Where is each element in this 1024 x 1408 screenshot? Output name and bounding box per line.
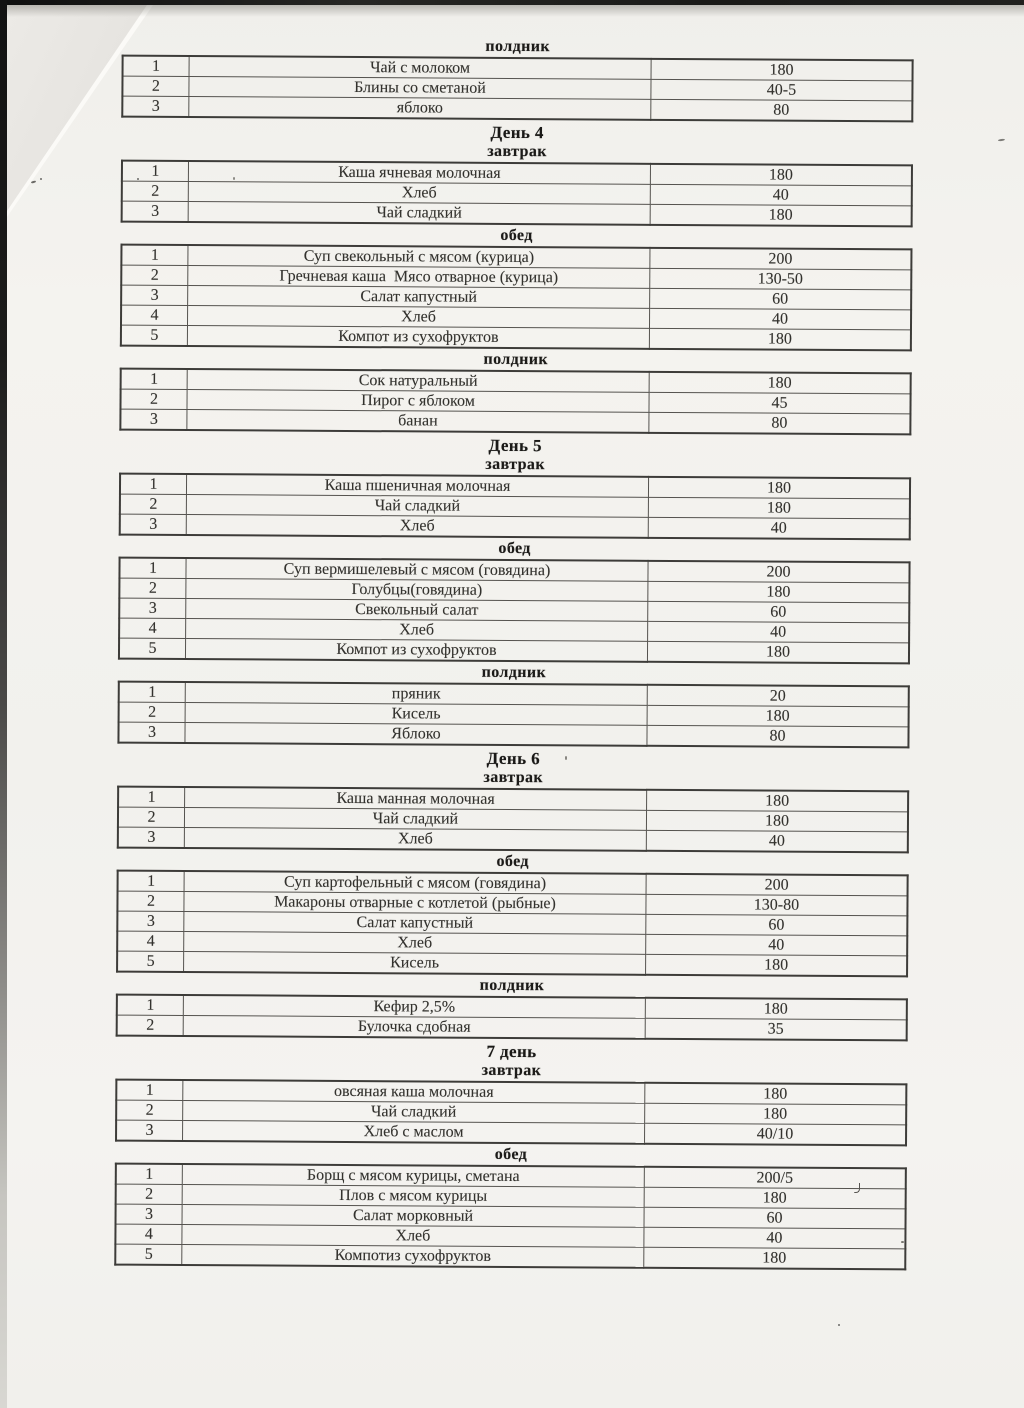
cell-dish: Хлеб с маслом <box>183 1120 645 1143</box>
cell-num: 1 <box>121 369 188 390</box>
cell-dish: Хлеб <box>184 931 646 954</box>
cell-dish: Каша пшеничная молочная <box>186 474 648 497</box>
meal-heading: завтрак <box>481 1061 542 1080</box>
cell-num: 2 <box>119 578 186 598</box>
cell-dish: Чай с молоком <box>189 56 651 79</box>
cell-portion: 40/10 <box>645 1123 907 1145</box>
meal-heading: обед <box>496 852 529 871</box>
cell-dish: Свекольный салат <box>186 598 648 621</box>
menu-row <box>117 1015 907 1040</box>
cell-num: 1 <box>118 871 185 892</box>
cell-dish: Каша ячневая молочная <box>188 161 650 184</box>
cell-dish: Салат капустный <box>188 286 650 309</box>
scan-speckle <box>838 1324 840 1326</box>
cell-num: 1 <box>119 558 186 579</box>
cell-num: 4 <box>119 618 186 638</box>
cell-dish: Сок натуральный <box>187 369 649 392</box>
scan-speckle <box>40 178 42 180</box>
cell-portion: 180 <box>649 372 911 394</box>
cell-dish: Каша манная молочная <box>185 787 647 810</box>
scan-top-edge-shadow <box>0 5 1024 17</box>
cell-portion: 180 <box>648 581 910 603</box>
cell-num: 3 <box>122 201 189 222</box>
cell-num: 1 <box>118 787 185 808</box>
menu-table <box>120 244 913 352</box>
cell-num: 1 <box>116 1080 183 1101</box>
cell-portion: 60 <box>644 1207 906 1229</box>
cell-dish: Хлеб <box>188 182 650 205</box>
menu-row <box>122 96 912 121</box>
cell-dish: Блины со сметаной <box>189 77 651 100</box>
cell-portion: 60 <box>648 601 910 623</box>
cell-dish: Компот из сухофруктов <box>187 325 649 348</box>
scan-speckle <box>233 177 235 180</box>
cell-dish: пряник <box>185 682 647 705</box>
cell-num: 2 <box>121 265 188 285</box>
cell-num: 5 <box>115 1244 182 1265</box>
menu-row <box>122 201 912 226</box>
cell-portion: 130-80 <box>646 894 908 916</box>
cell-portion: 180 <box>645 1083 907 1105</box>
scan-speckle <box>998 139 1005 142</box>
cell-portion: 40 <box>646 830 908 852</box>
cell-num: 2 <box>120 389 187 409</box>
cell-portion: 180 <box>646 954 908 976</box>
menu-row <box>120 514 910 539</box>
cell-num: 2 <box>122 181 189 201</box>
cell-num: 3 <box>116 1120 183 1141</box>
meal-heading: обед <box>494 1145 528 1164</box>
cell-portion: 200 <box>648 561 910 583</box>
cell-dish: Чай сладкий <box>183 1100 645 1123</box>
cell-num: 3 <box>120 514 187 535</box>
cell-portion: 130-50 <box>650 268 912 290</box>
cell-portion: 80 <box>647 725 909 747</box>
scan-left-edge <box>0 0 7 1408</box>
cell-portion: 40 <box>644 1227 906 1249</box>
menu-row <box>118 827 908 852</box>
menu-table <box>121 160 913 228</box>
meal-heading: полдник <box>485 37 551 56</box>
cell-dish: Суп вермишелевый с мясом (говядина) <box>186 558 648 581</box>
cell-num: 2 <box>116 1100 183 1120</box>
cell-num: 2 <box>122 76 189 96</box>
cell-dish: Салат морковный <box>182 1204 644 1227</box>
menu-row <box>117 951 907 976</box>
day-heading: День 4 <box>490 122 544 143</box>
meal-heading: полдник <box>483 350 549 369</box>
cell-portion: 200 <box>646 874 908 896</box>
cell-dish: Борщ с мясом курицы, сметана <box>182 1164 644 1187</box>
cell-portion: 40 <box>649 308 911 330</box>
cell-num: 3 <box>121 285 188 305</box>
menu-table <box>119 473 911 541</box>
cell-portion: 20 <box>647 685 909 707</box>
menu-row <box>121 325 911 350</box>
menu-table <box>117 786 909 854</box>
cell-portion: 180 <box>646 810 908 832</box>
scan-speckle <box>137 178 139 180</box>
cell-dish: Гречневая каша Мясо отварное (курица) <box>188 266 650 289</box>
scan-speckle <box>31 180 36 183</box>
cell-dish: банан <box>187 409 649 432</box>
cell-dish: яблоко <box>189 97 651 120</box>
cell-portion: 180 <box>649 328 911 350</box>
cell-dish: Чай сладкий <box>186 494 648 517</box>
cell-portion: 180 <box>648 497 910 519</box>
menu-table <box>114 1163 907 1271</box>
cell-portion: 40 <box>650 184 912 206</box>
cell-num: 3 <box>117 911 184 931</box>
cell-num: 5 <box>121 325 188 346</box>
scan-speckle <box>565 756 567 760</box>
cell-dish: Голубцы(говядина) <box>186 578 648 601</box>
cell-dish: Кисель <box>185 702 647 725</box>
day-heading: День 5 <box>488 435 543 456</box>
cell-dish: Чай сладкий <box>188 202 650 225</box>
cell-portion: 180 <box>650 164 912 186</box>
cell-portion: 180 <box>650 204 912 226</box>
menu-table <box>115 1079 907 1147</box>
cell-portion: 180 <box>644 1187 906 1209</box>
cell-num: 4 <box>115 1224 182 1244</box>
cell-dish: Компот из сухофруктов <box>185 638 647 661</box>
cell-portion: 180 <box>647 790 909 812</box>
cell-portion: 180 <box>648 477 910 499</box>
day-heading: 7 день <box>486 1041 537 1062</box>
menu-row <box>120 409 910 434</box>
menu-table <box>121 55 913 123</box>
cell-dish: Хлеб <box>182 1224 644 1247</box>
meal-heading: полдник <box>481 663 547 682</box>
cell-num: 2 <box>118 807 185 827</box>
meal-heading: завтрак <box>485 455 546 474</box>
meal-heading: обед <box>500 226 533 245</box>
cell-portion: 200 <box>650 248 912 270</box>
menu-table <box>117 681 909 749</box>
cell-portion: 80 <box>651 99 913 121</box>
cell-dish: Хлеб <box>186 514 648 537</box>
cell-dish: Суп свекольный с мясом (курица) <box>188 245 650 268</box>
cell-num: 5 <box>117 951 184 972</box>
cell-num: 1 <box>121 245 188 266</box>
cell-dish: Салат капустный <box>184 911 646 934</box>
cell-num: 3 <box>118 827 185 848</box>
cell-num: 1 <box>117 995 184 1016</box>
cell-num: 3 <box>118 722 185 743</box>
cell-num: 2 <box>116 1184 183 1204</box>
cell-portion: 35 <box>645 1018 907 1040</box>
cell-portion: 80 <box>649 412 911 434</box>
document-content <box>114 35 914 1273</box>
menu-table <box>116 994 908 1042</box>
menu-row <box>118 722 908 747</box>
menu-row <box>119 638 909 663</box>
cell-dish: Кисель <box>184 951 646 974</box>
meal-heading: завтрак <box>487 142 547 161</box>
cell-portion: 180 <box>647 705 909 727</box>
cell-num: 1 <box>116 1164 183 1185</box>
cell-dish: овсяная каша молочная <box>183 1080 645 1103</box>
meal-heading: полдник <box>479 976 545 995</box>
cell-num: 2 <box>117 1015 184 1036</box>
cell-portion: 180 <box>647 641 909 663</box>
cell-portion: 60 <box>650 288 912 310</box>
cell-portion: 40-5 <box>651 79 913 101</box>
scan-speckle <box>901 1241 904 1243</box>
cell-num: 3 <box>116 1204 183 1224</box>
cell-dish: Хлеб <box>187 305 649 328</box>
cell-portion: 40 <box>648 517 910 539</box>
cell-dish: Кефир 2,5% <box>183 995 645 1018</box>
menu-table <box>116 870 909 978</box>
cell-portion: 180 <box>645 1103 907 1125</box>
cell-num: 1 <box>122 161 189 182</box>
cell-portion: 180 <box>651 59 913 81</box>
meal-heading: завтрак <box>483 768 544 787</box>
cell-dish: Хлеб <box>184 827 646 850</box>
cell-dish: Компотиз сухофруктов <box>182 1244 644 1267</box>
cell-num: 1 <box>120 474 187 495</box>
cell-portion: 200/5 <box>644 1167 906 1189</box>
day-heading: День 6 <box>486 748 541 769</box>
menu-table <box>119 368 911 436</box>
cell-num: 1 <box>119 682 186 703</box>
meal-heading: обед <box>498 539 531 558</box>
cell-portion: 60 <box>646 914 908 936</box>
cell-num: 2 <box>119 702 186 722</box>
cell-num: 2 <box>117 891 184 911</box>
cell-portion: 45 <box>649 392 911 414</box>
cell-dish: Яблоко <box>185 722 647 745</box>
cell-portion: 40 <box>648 621 910 643</box>
cell-dish: Плов с мясом курицы <box>182 1184 644 1207</box>
cell-num: 2 <box>120 494 187 514</box>
cell-portion: 180 <box>644 1247 906 1269</box>
cell-num: 4 <box>121 305 188 325</box>
cell-dish: Чай сладкий <box>184 807 646 830</box>
cell-dish: Суп картофельный с мясом (говядина) <box>184 871 646 894</box>
cell-num: 5 <box>119 638 186 659</box>
menu-row <box>115 1244 905 1269</box>
cell-num: 3 <box>119 598 186 618</box>
cell-portion: 40 <box>646 934 908 956</box>
cell-dish: Хлеб <box>186 618 648 641</box>
cell-dish: Макароны отварные с котлетой (рыбные) <box>184 891 646 914</box>
cell-num: 4 <box>117 931 184 951</box>
cell-dish: Булочка сдобная <box>183 1015 645 1038</box>
cell-dish: Пирог с яблоком <box>187 389 649 412</box>
cell-num: 1 <box>123 56 190 77</box>
menu-table <box>118 557 911 665</box>
cell-portion: 180 <box>645 998 907 1020</box>
cell-num: 3 <box>122 96 189 117</box>
scan-ink-mark <box>854 1183 860 1193</box>
cell-num: 3 <box>120 409 187 430</box>
menu-row <box>116 1120 906 1145</box>
